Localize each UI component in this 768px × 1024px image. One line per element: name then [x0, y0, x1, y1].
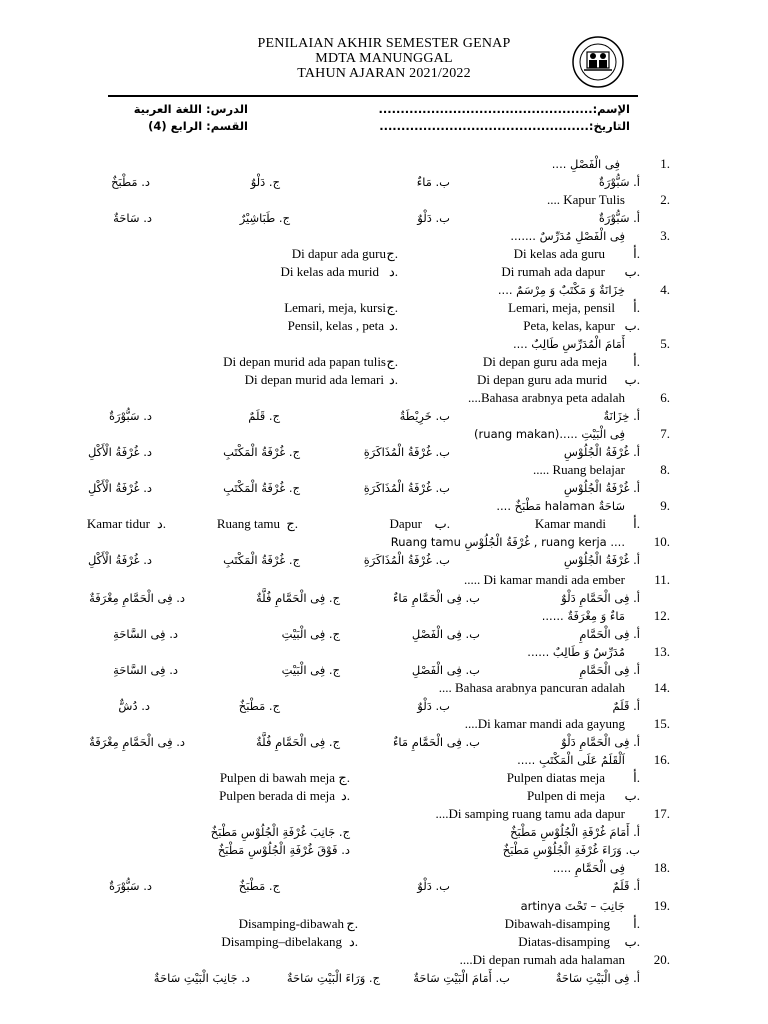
academic-year: TAHUN AJARAN 2021/2022 [297, 66, 471, 81]
school-seal-icon [562, 34, 634, 90]
option-c[interactable]: Disamping-dibawah [238, 916, 344, 931]
question-number: 1. [660, 156, 670, 171]
option-d[interactable]: د. غُرْفَةُ الْأَكْلِ [87, 481, 152, 495]
option-b[interactable]: Pulpen di meja [527, 788, 605, 803]
option-b-label: ب. [624, 264, 640, 279]
option-b[interactable]: ب. دَلْوٌ [417, 699, 450, 713]
option-b-label: ب. [434, 516, 450, 531]
question-number: 17. [653, 806, 670, 821]
option-d[interactable]: Disamping–dibelakang [221, 934, 342, 949]
option-d[interactable]: د. سَبُّوْرَةٌ [108, 409, 152, 423]
option-b[interactable]: ب. فِى الْفَصْلِ [411, 663, 480, 677]
question-number: 4. [660, 282, 670, 297]
option-c[interactable]: ج. دَلْوٌ [250, 175, 280, 189]
option-b-label: ب. [624, 318, 640, 333]
question-text: فِى الْحَمَّامِ ..... [552, 861, 625, 875]
school-name: MDTA MANUNGGAL [315, 51, 453, 66]
option-d[interactable]: د. غُرْفَةُ الْأَكْلِ [87, 445, 152, 459]
question-number: 16. [653, 752, 670, 767]
option-a[interactable]: أ. فِى الْحَمَّامِ دَلْوٌ [561, 591, 640, 605]
option-b[interactable]: ب. وَرَاءَ غُرْفَةِ الْجُلُوْسِ مَطْبَخٌ [502, 843, 640, 857]
question-text: ....Bahasa arabnya peta adalah [467, 390, 625, 405]
option-a[interactable]: أ. فِى الْحَمَّامِ دَلْوٌ [561, 735, 640, 749]
option-a-label: أ. [633, 354, 640, 369]
option-a[interactable]: أ. سَبُّوْرَةٌ [598, 211, 640, 225]
question-number: 18. [653, 860, 670, 875]
option-a[interactable]: أ. قَلَمٌ [612, 699, 640, 713]
option-b[interactable]: Peta, kelas, kapur [523, 318, 615, 333]
option-c[interactable]: Pulpen di bawah meja [219, 770, 335, 785]
question-text: ..... Di kamar mandi ada ember [464, 572, 625, 587]
option-c-label: ج. [346, 916, 358, 931]
question-number: 10. [653, 534, 670, 549]
option-a[interactable]: أ. فِى الْحَمَّامِ [579, 663, 640, 677]
option-d[interactable]: Pensil, kelas , peta [287, 318, 384, 333]
option-b[interactable]: ب. خَرِيْطَةٌ [399, 409, 450, 423]
question-text: .... Kapur Tulis [546, 192, 625, 207]
option-d[interactable]: د. دُشٌّ [118, 699, 150, 713]
option-c[interactable]: ج. غُرْفَةُ الْمَكْتَبِ [223, 481, 300, 495]
option-b-label: ب. [624, 372, 640, 387]
question-number: 20. [653, 952, 670, 967]
option-c[interactable]: ج. قَلَمٌ [248, 409, 280, 423]
option-b[interactable]: Dapur [389, 516, 422, 531]
question-number: 15. [653, 716, 670, 731]
option-c[interactable]: Di dapur ada guru [291, 246, 386, 261]
option-a[interactable]: Di kelas ada guru [513, 246, 605, 261]
option-c[interactable]: ج. فِى الْبَيْتِ [281, 663, 340, 677]
option-c[interactable]: Di depan murid ada papan tulis [223, 354, 386, 369]
option-d-label: د. [348, 934, 358, 949]
option-a[interactable]: Pulpen diatas meja [506, 770, 605, 785]
option-d-label: د. [156, 516, 166, 531]
question-number: 13. [653, 644, 670, 659]
option-d[interactable]: د. فِى السَّاحَةِ [113, 627, 178, 641]
option-d[interactable]: د. فَوْقَ غُرْفَةِ الْجُلُوْسِ مَطْبَخٌ [217, 843, 350, 857]
option-b[interactable]: ب. فِى الْحَمَّامِ مَاءٌ [393, 735, 480, 749]
option-d[interactable]: د. سَبُّوْرَةٌ [108, 879, 152, 893]
option-a[interactable]: Kamar mandi [534, 516, 606, 531]
option-b[interactable]: Diatas-disamping [518, 934, 610, 949]
option-a-label: أ. [633, 516, 640, 531]
header-divider [108, 95, 638, 97]
option-d[interactable]: د. فِى السَّاحَةِ [113, 663, 178, 677]
option-a[interactable]: Dibawah-disamping [504, 916, 610, 931]
option-a[interactable]: أ. أَمَامَ غُرْفَةِ الْجُلُوْسِ مَطْبَخٌ [510, 825, 640, 839]
option-c[interactable]: Lemari, meja, kursi [284, 300, 386, 315]
option-c[interactable]: ج. وَرَاءَ الْبَيْتِ سَاحَةٌ [286, 971, 380, 985]
question-text: جَانِبَ – تَحْتَ artinya [520, 899, 625, 913]
question-text: مَاءٌ وَ مِغْرَفَةٌ ...... [541, 609, 625, 623]
option-b-label: ب. [624, 934, 640, 949]
option-c[interactable]: ج. غُرْفَةُ الْمَكْتَبِ [223, 445, 300, 459]
question-text: مُدَرِّسٌ وَ طَالِبٌ ...... [527, 645, 625, 659]
option-a-label: أ. [633, 300, 640, 315]
question-text: .... ruang kerja , غُرْفَةُ الْجُلُوْسِ Ruang tamu [390, 535, 625, 549]
question-text: ..... Ruang belajar [532, 462, 625, 477]
option-c-label: ج. [386, 300, 398, 315]
question-number: 19. [653, 898, 670, 913]
option-c-label: ج. [338, 770, 350, 785]
option-c[interactable]: ج. جَانِبَ غُرْفَةِ الْجُلُوْسِ مَطْبَخٌ [210, 825, 350, 839]
question-text: .... Bahasa arabnya pancuran adalah [438, 680, 625, 695]
question-number: 5. [660, 336, 670, 351]
question-number: 8. [660, 462, 670, 477]
option-c[interactable]: ج. غُرْفَةُ الْمَكْتَبِ [223, 553, 300, 567]
option-d[interactable]: Di kelas ada murid [280, 264, 379, 279]
option-a[interactable]: أ. غُرْفَةُ الْجُلُوْسِ [563, 445, 640, 459]
option-a[interactable]: أ. فِى الْبَيْتِ سَاحَةٌ [555, 971, 640, 985]
question-text: فِى الْبَيْتِ .....(ruang makan) [474, 427, 625, 441]
question-text: اَلْقَلَمُ عَلَى الْمَكْتَبِ ..... [517, 753, 625, 767]
option-c-label: ج. [386, 354, 398, 369]
option-d[interactable]: د. فِى الْحَمَّامِ مِغْرَفَةٌ [89, 591, 185, 605]
option-d[interactable]: Pulpen berada di meja [219, 788, 335, 803]
name-field[interactable]: الإسم:................................................. [378, 102, 630, 116]
option-a[interactable]: أ. غُرْفَةُ الْجُلُوْسِ [563, 553, 640, 567]
option-c[interactable]: ج. فِى الْبَيْتِ [281, 627, 340, 641]
option-b[interactable]: ب. فِى الْفَصْلِ [411, 627, 480, 641]
option-c[interactable]: ج. فِى الْحَمَّامِ فُلَّةٌ [256, 735, 340, 749]
option-a[interactable]: Di depan guru ada meja [482, 354, 607, 369]
question-text: ....Di depan rumah ada halaman [459, 952, 625, 967]
option-a[interactable]: Lemari, meja, pensil [508, 300, 615, 315]
question-number: 6. [660, 390, 670, 405]
option-c-label: ج. [386, 246, 398, 261]
option-b[interactable]: ب. غُرْفَةُ الْمُذَاكَرَةِ [363, 445, 450, 459]
option-d[interactable]: Di depan murid ada lemari [244, 372, 384, 387]
option-c-label: ج. [286, 516, 298, 531]
class-label: القسم: الرابع (4) [148, 119, 248, 133]
option-d-label: د. [388, 318, 398, 333]
option-d-label: د. [388, 264, 398, 279]
question-text: فِى الْفَصْلِ مُدَرِّسٌ ....... [510, 229, 625, 243]
question-text: ....Di kamar mandi ada gayung [464, 716, 625, 731]
option-a[interactable]: أ. غُرْفَةُ الْجُلُوْسِ [563, 481, 640, 495]
option-a[interactable]: أ. قَلَمٌ [612, 879, 640, 893]
option-d[interactable]: Kamar tidur [86, 516, 150, 531]
question-text: أَمَامَ الْمُدَرِّسِ طَالِبٌ .... [513, 337, 625, 351]
option-b[interactable]: ب. فِى الْحَمَّامِ مَاءٌ [393, 591, 480, 605]
option-c[interactable]: ج. طَبَاشِيْرٌ [239, 211, 290, 225]
date-field[interactable]: التاريخ:................................................ [379, 119, 630, 133]
question-text: سَاحَةٌ halaman مَطْبَخٌ .... [496, 499, 625, 513]
question-number: 14. [653, 680, 670, 695]
option-d[interactable]: د. جَانِبَ الْبَيْتِ سَاحَةٌ [153, 971, 250, 985]
question-text: خِزَانَةٌ وَ مَكْتَبٌ وَ مِرْسَمٌ .... [497, 283, 625, 297]
question-number: 11. [654, 572, 670, 587]
question-text: فِى الْفَصْلِ .... [551, 157, 620, 171]
option-a[interactable]: أ. سَبُّوْرَةٌ [598, 175, 640, 189]
question-number: 9. [660, 498, 670, 513]
option-b[interactable]: Di depan guru ada murid [477, 372, 607, 387]
question-number: 7. [660, 426, 670, 441]
option-b[interactable]: ب. غُرْفَةُ الْمُذَاكَرَةِ [363, 481, 450, 495]
option-a[interactable]: أ. خِزَانَةٌ [603, 409, 640, 423]
option-d[interactable]: د. سَاحَةٌ [113, 211, 152, 225]
option-a-label: أ. [633, 916, 640, 931]
option-b[interactable]: ب. أَمَامَ الْبَيْتِ سَاحَةٌ [413, 971, 510, 985]
exam-header [0, 36, 768, 81]
option-c[interactable]: ج. فِى الْحَمَّامِ فُلَّةٌ [256, 591, 340, 605]
option-d-label: د. [340, 788, 350, 803]
option-d-label: د. [388, 372, 398, 387]
question-text: ....Di samping ruang tamu ada dapur [435, 806, 625, 821]
option-c[interactable]: Ruang tamu [216, 516, 280, 531]
subject-label: الدرس: اللغة العربية [133, 102, 248, 116]
option-d[interactable]: د. فِى الْحَمَّامِ مِغْرَفَةٌ [89, 735, 185, 749]
option-a[interactable]: أ. فِى الْحَمَّامِ [579, 627, 640, 641]
option-b[interactable]: ب. غُرْفَةُ الْمُذَاكَرَةِ [363, 553, 450, 567]
option-c[interactable]: ج. مَطْبَخٌ [238, 879, 280, 893]
option-a-label: أ. [633, 770, 640, 785]
exam-title: PENILAIAN AKHIR SEMESTER GENAP [257, 36, 511, 51]
option-c[interactable]: ج. مَطْبَخٌ [238, 699, 280, 713]
question-number: 2. [660, 192, 670, 207]
question-number: 3. [660, 228, 670, 243]
question-number: 12. [653, 608, 670, 623]
option-a-label: أ. [633, 246, 640, 261]
option-b[interactable]: ب. دَلْوٌ [417, 211, 450, 225]
option-d[interactable]: د. غُرْفَةُ الْأَكْلِ [87, 553, 152, 567]
option-b-label: ب. [624, 788, 640, 803]
option-b[interactable]: ب. دَلْوٌ [417, 879, 450, 893]
option-b[interactable]: Di rumah ada dapur [501, 264, 605, 279]
option-d[interactable]: د. مَطْبَخٌ [111, 175, 150, 189]
option-b[interactable]: ب. مَاءٌ [416, 175, 450, 189]
